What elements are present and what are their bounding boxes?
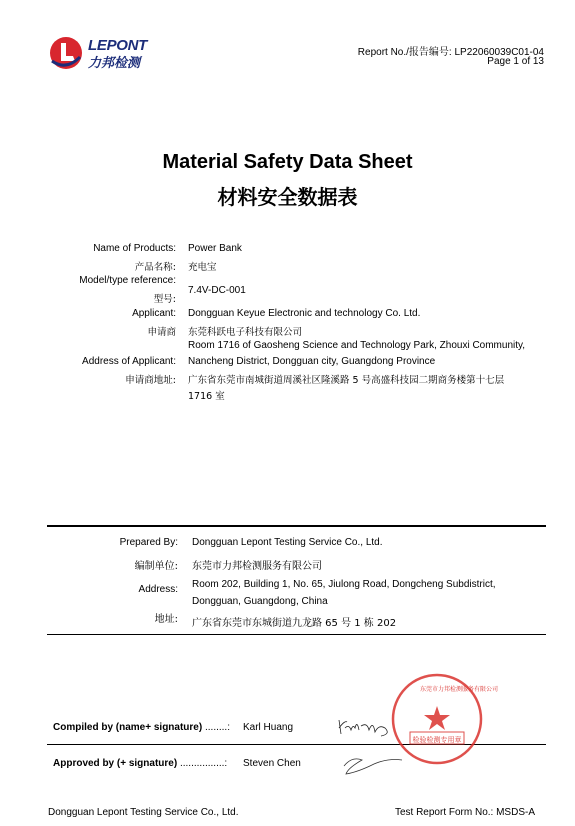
applicant-address-line2: Nancheng District, Dongguan city, Guangdong Province xyxy=(188,356,436,367)
applicant-value-cn: 东莞科跃电子科技有限公司 xyxy=(188,327,303,338)
applicant-address-line1: Room 1716 of Gaosheng Science and Technology Park, Zhouxi Community, xyxy=(188,340,526,351)
compiled-by-dots: ........: xyxy=(202,722,230,733)
karl-huang-signature-icon xyxy=(335,710,395,740)
report-number: Report No./报告编号: LP22060039C01-04 xyxy=(357,47,544,58)
product-name-value-cn: 充电宝 xyxy=(188,262,217,273)
logo-chinese: 力邦检测 xyxy=(88,55,141,70)
applicant-label: Applicant: xyxy=(132,308,176,319)
compiled-by-row xyxy=(53,722,230,733)
product-name-value: Power Bank xyxy=(188,243,242,254)
stamp-subtext: 检验检测专用章 xyxy=(412,736,462,744)
prepared-address-label-cn: 地址: xyxy=(154,614,178,625)
approved-by-row xyxy=(53,758,227,769)
prepared-address-label: Address: xyxy=(138,584,178,595)
model-label-cn: 型号: xyxy=(153,294,176,305)
applicant-label-cn: 申请商 xyxy=(147,327,176,338)
applicant-address-label: Address of Applicant: xyxy=(82,356,176,367)
document-title-chinese: 材料安全数据表 xyxy=(217,185,358,209)
approved-by-label: Approved by (+ signature) xyxy=(53,758,178,769)
lepont-logo-icon xyxy=(48,35,84,71)
model-label: Model/type reference: xyxy=(79,275,176,286)
stamp-text: 东莞市力邦检测服务有限公司 xyxy=(420,686,499,693)
prepared-address-line2: Dongguan, Guangdong, China xyxy=(192,596,328,607)
document-title: Material Safety Data Sheet xyxy=(162,151,413,173)
prepared-by-value-cn: 东莞市力邦检测服务有限公司 xyxy=(192,561,322,572)
product-name-label: Name of Products: xyxy=(93,243,176,254)
prepared-address-cn: 广东省东莞市东城街道九龙路 65 号 1 栋 202 xyxy=(192,618,397,629)
prepared-by-label: Prepared By: xyxy=(119,537,178,548)
logo-wordmark: LEPONT xyxy=(88,37,148,54)
approved-by-name: Steven Chen xyxy=(243,758,301,769)
product-name-label-cn: 产品名称: xyxy=(134,262,176,273)
page-number: Page 1 of 13 xyxy=(487,56,544,67)
applicant-address-cn-line1: 广东省东莞市南城街道周溪社区隆溪路 5 号高盛科技园二期商务楼第十七层 xyxy=(188,375,505,386)
section-divider-bottom xyxy=(47,634,546,635)
section-divider-top xyxy=(47,525,546,527)
applicant-address-cn-line2: 1716 室 xyxy=(188,391,225,402)
approved-by-dots: ................: xyxy=(177,758,228,769)
prepared-address-line1: Room 202, Building 1, No. 65, Jiulong Road, Dongcheng Subdistrict, xyxy=(192,579,496,590)
compiled-by-label: Compiled by (name+ signature) xyxy=(53,722,203,733)
model-value: 7.4V-DC-001 xyxy=(188,285,246,296)
footer-form-number: Test Report Form No.: MSDS-A xyxy=(394,807,535,818)
footer-company: Dongguan Lepont Testing Service Co., Ltd. xyxy=(48,807,239,818)
applicant-address-label-cn: 申请商地址: xyxy=(125,375,176,386)
applicant-value: Dongguan Keyue Electronic and technology Co. Ltd. xyxy=(188,308,421,319)
prepared-by-value: Dongguan Lepont Testing Service Co., Ltd. xyxy=(192,537,383,548)
prepared-by-label-cn: 编制单位: xyxy=(134,561,178,572)
compiled-by-name: Karl Huang xyxy=(243,722,294,733)
